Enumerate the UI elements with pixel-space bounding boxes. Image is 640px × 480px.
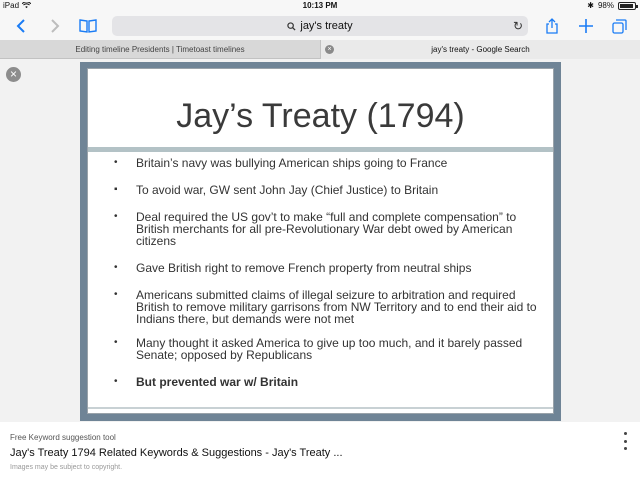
title-divider <box>88 147 553 152</box>
tab-google-search[interactable] <box>320 40 640 59</box>
bullet-text: Britain’s navy was bullying American ships going to France <box>136 156 448 170</box>
address-text: jay's treaty <box>300 20 353 32</box>
tabs-overview-button[interactable] <box>608 15 630 37</box>
bullet-dot: • <box>114 211 118 222</box>
image-caption <box>0 422 640 480</box>
tabs-icon <box>612 19 627 34</box>
bluetooth-icon: ✱ <box>587 1 594 10</box>
tab-label: jay's treaty - Google Search <box>431 45 530 54</box>
slide-title: Jay’s Treaty (1794) <box>176 97 465 135</box>
bullet-dot: • <box>114 262 118 273</box>
status-right <box>587 1 636 10</box>
caption-source[interactable]: Free Keyword suggestion tool <box>10 433 116 442</box>
bottom-divider <box>88 407 553 409</box>
bullet-dot: • <box>114 157 118 168</box>
bullet-dot: • <box>114 289 118 300</box>
browser-toolbar <box>0 12 640 40</box>
new-tab-button[interactable] <box>575 15 597 37</box>
back-button[interactable] <box>10 15 32 37</box>
battery-icon <box>618 2 636 10</box>
forward-button[interactable] <box>44 15 66 37</box>
forward-icon <box>50 19 60 33</box>
bullet-text: To avoid war, GW sent John Jay (Chief Justice) to Britain <box>136 183 439 197</box>
bullet-text: Many thought it asked America to give up too much, and it barely passed Senate; opposed by Republicans <box>136 336 523 362</box>
tab-label: Editing timeline Presidents | Timetoast timelines <box>75 45 245 54</box>
bullet-text: Gave British right to remove French property from neutral ships <box>136 261 472 275</box>
copyright-note: Images may be subject to copyright. <box>10 464 123 471</box>
close-tab-icon[interactable]: × <box>325 45 334 54</box>
bullet-text: Deal required the US gov’t to make “full and complete compensation” to British merchants for all pre-Revolutionary War debt owed by American citizens <box>136 210 517 248</box>
bullet-dot: • <box>114 337 118 348</box>
back-icon <box>16 19 26 33</box>
slide-image[interactable] <box>80 62 561 421</box>
bullet-text: But prevented war w/ Britain <box>136 375 299 389</box>
share-button[interactable] <box>541 15 563 37</box>
battery-percent: 98% <box>597 1 614 10</box>
bookmarks-button[interactable] <box>77 15 99 37</box>
address-bar[interactable] <box>112 16 528 36</box>
caption-title[interactable]: Jay's Treaty 1794 Related Keywords & Suggestions - Jay's Treaty ... <box>10 447 343 459</box>
bullet-dot: • <box>114 376 118 387</box>
bullet-dot: ▪ <box>114 184 118 195</box>
new-tab-icon <box>579 19 593 33</box>
tab-bar <box>0 40 640 59</box>
reload-icon[interactable]: ↻ <box>512 19 523 33</box>
image-viewer <box>0 59 640 422</box>
more-options-icon[interactable] <box>622 432 628 450</box>
slide <box>87 68 554 414</box>
close-viewer-icon[interactable]: × <box>6 67 21 82</box>
bookmarks-icon <box>79 19 97 33</box>
share-icon <box>546 18 558 34</box>
search-icon <box>287 22 296 31</box>
status-bar <box>0 0 640 12</box>
device-name: iPad <box>3 1 20 10</box>
bullet-text: Americans submitted claims of illegal seizure to arbitration and required British to remove military garrisons from NW Territory and to end their aid to Indians there, but demands were not met <box>136 288 537 326</box>
tab-timetoast[interactable] <box>0 40 320 59</box>
status-time: 10:13 PM <box>302 1 338 10</box>
address-content <box>112 16 528 36</box>
